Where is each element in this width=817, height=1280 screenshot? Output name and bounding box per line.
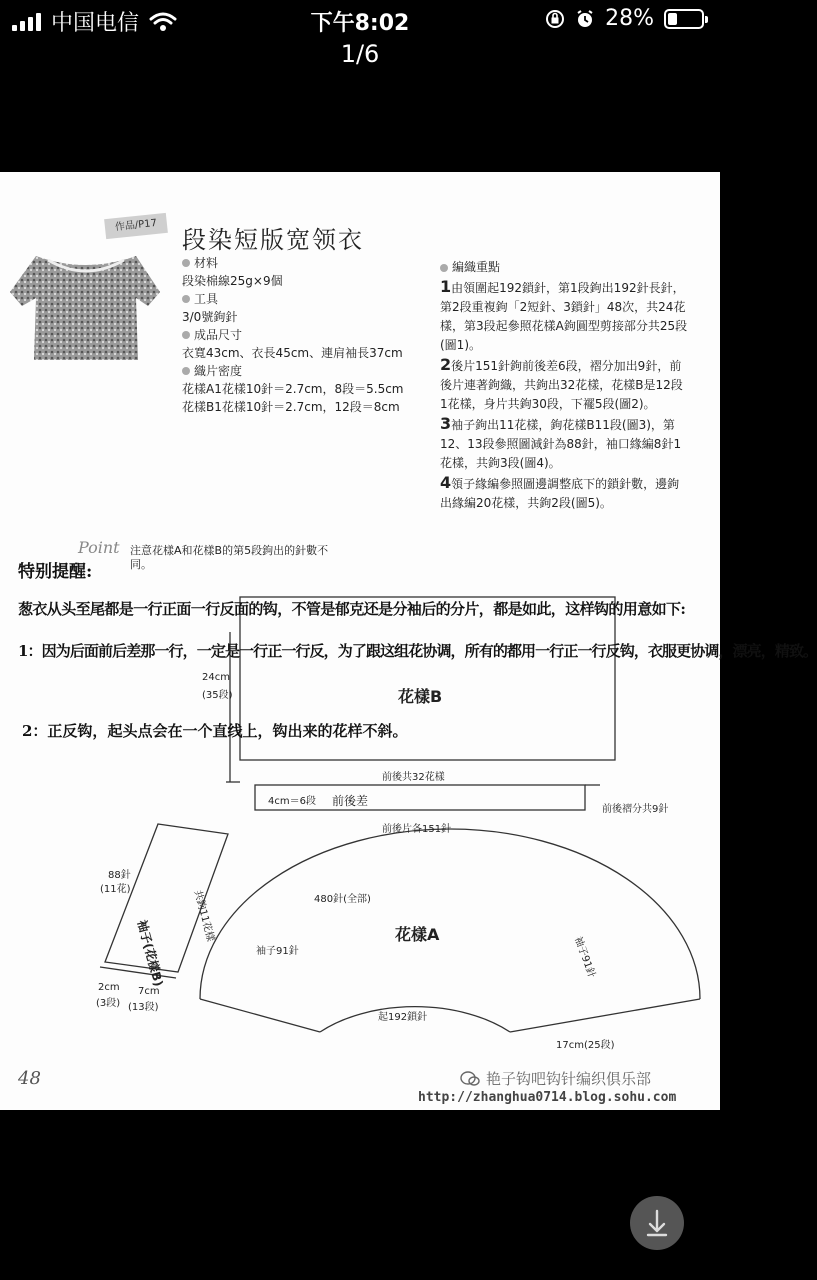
yoke-sleeve-left: 袖子91針	[256, 946, 299, 957]
watermark	[460, 1068, 651, 1089]
tip-line-1: 葱衣从头至尾都是一行正面一行反面的钩，不管是郁克还是分袖后的分片，都是如此，这样钩的用意如下:	[18, 600, 686, 618]
body-pattern-label: 花樣B	[398, 687, 443, 706]
step-3: 3袖子鉤出11花樣，鉤花樣B11段(圖3)，第12、13段參照圖減針為88針，袖口緣編8針1花樣，共鉤3段(圖4)。	[440, 414, 682, 470]
yoke-sleeve-right: 袖子91針	[571, 935, 597, 980]
yoke-depth: 17cm(25段)	[556, 1040, 615, 1051]
yoke-total: 480針(全部)	[314, 894, 371, 905]
body-height: 24cm	[202, 672, 230, 683]
sleeve-width-1: 2cm	[98, 982, 120, 993]
size-text: 衣寬43cm、衣長45cm、連肩袖長37cm	[182, 346, 403, 360]
gauge-heading: 織片密度	[194, 364, 243, 378]
step-2: 2後片151針鉤前後差6段，褶分加出9針，前後片連著鉤織，共鉤出32花樣，花樣B是12段1花樣，身片共鉤30段，下襬5段(圖2)。	[440, 355, 683, 411]
source-url: http://zhanghua0714.blog.sohu.com	[418, 1090, 677, 1105]
materials-text: 段染棉線25g×9個	[182, 274, 283, 288]
rotation-lock-icon	[545, 9, 565, 29]
gauge-a-text: 花樣A1花樣10針＝2.7cm，8段＝5.5cm	[182, 382, 404, 396]
page-counter: 1/6	[340, 40, 380, 68]
sleeve-total: 共鉤11花樣	[191, 889, 216, 943]
battery-percent: 28%	[605, 6, 654, 31]
carrier-name: 中国电信	[51, 11, 140, 36]
battery-icon	[664, 9, 704, 29]
sleeve-height: 88針	[108, 870, 131, 881]
status-right	[545, 6, 704, 31]
point-note: 注意花樣A和花樣B的第5段鉤出的針數不同。	[130, 544, 329, 571]
diff-label: 前後差	[332, 794, 369, 808]
body-rows: (35段)	[202, 690, 233, 701]
sleeve-rows: (11花)	[100, 884, 131, 895]
alarm-icon	[575, 9, 595, 29]
tip-line-3: 2：正反钩，起头点会在一个直线上，钩出来的花样不斜。	[22, 722, 408, 740]
yoke-start: 起192鎖針	[378, 1012, 428, 1023]
pattern-title: 段染短版宽领衣	[182, 226, 364, 254]
size-heading: 成品尺寸	[194, 328, 243, 342]
status-bar	[0, 0, 720, 40]
sleeve-width-1-rows: (3段)	[96, 998, 121, 1009]
instructions-heading: 編織重點	[452, 260, 501, 274]
diff-size: 4cm＝6段	[268, 796, 316, 807]
point-label: Point	[78, 538, 120, 557]
sleeve-width-2: 7cm	[138, 986, 160, 997]
watermark-text: 艳子钩吧钩针编织俱乐部	[486, 1070, 652, 1088]
tip-title: 特别提醒:	[18, 562, 93, 582]
wechat-icon	[460, 1071, 480, 1087]
page-number: 48	[18, 1068, 41, 1089]
pattern-page[interactable]	[0, 172, 817, 1110]
sleeve-width-2-rows: (13段)	[128, 1002, 159, 1013]
step-1: 1由領圍起192鎖針，第1段鉤出192針長針，第2段重複鉤「2短針、3鎖針」48次，共24花樣，第3段起參照花樣A鉤圓型剪接部分共25段(圖1)。	[440, 277, 688, 352]
tools-heading: 工具	[194, 292, 219, 306]
gauge-b-text: 花樣B1花樣10針＝2.7cm，12段＝8cm	[182, 400, 400, 414]
yoke-top: 前後片各151針	[382, 824, 452, 835]
step-4: 4領子緣編參照圖邊調整底下的鎖針數，邊鉤出緣編20花樣，共鉤2段(圖5)。	[440, 473, 680, 510]
status-time: 下午8:02	[310, 11, 410, 36]
gusset-label: 前後褶分共9針	[602, 804, 669, 815]
body-total: 前後共32花樣	[382, 772, 445, 783]
download-icon	[630, 1196, 684, 1250]
materials-heading: 材料	[194, 256, 219, 270]
tip-line-2: 1：因为后面前后差那一行，一定是一行正一行反，为了跟这组花协调，所有的都用一行正一行反钩，衣服更协调，漂亮，精致。	[18, 642, 817, 660]
tools-text: 3/0號鉤針	[182, 310, 238, 324]
download-button[interactable]	[630, 1196, 684, 1250]
work-tag: 作品/P17	[104, 213, 168, 239]
sleeve-label: 袖子(花樣B)	[134, 918, 166, 988]
yoke-pattern-label: 花樣A	[395, 925, 440, 944]
